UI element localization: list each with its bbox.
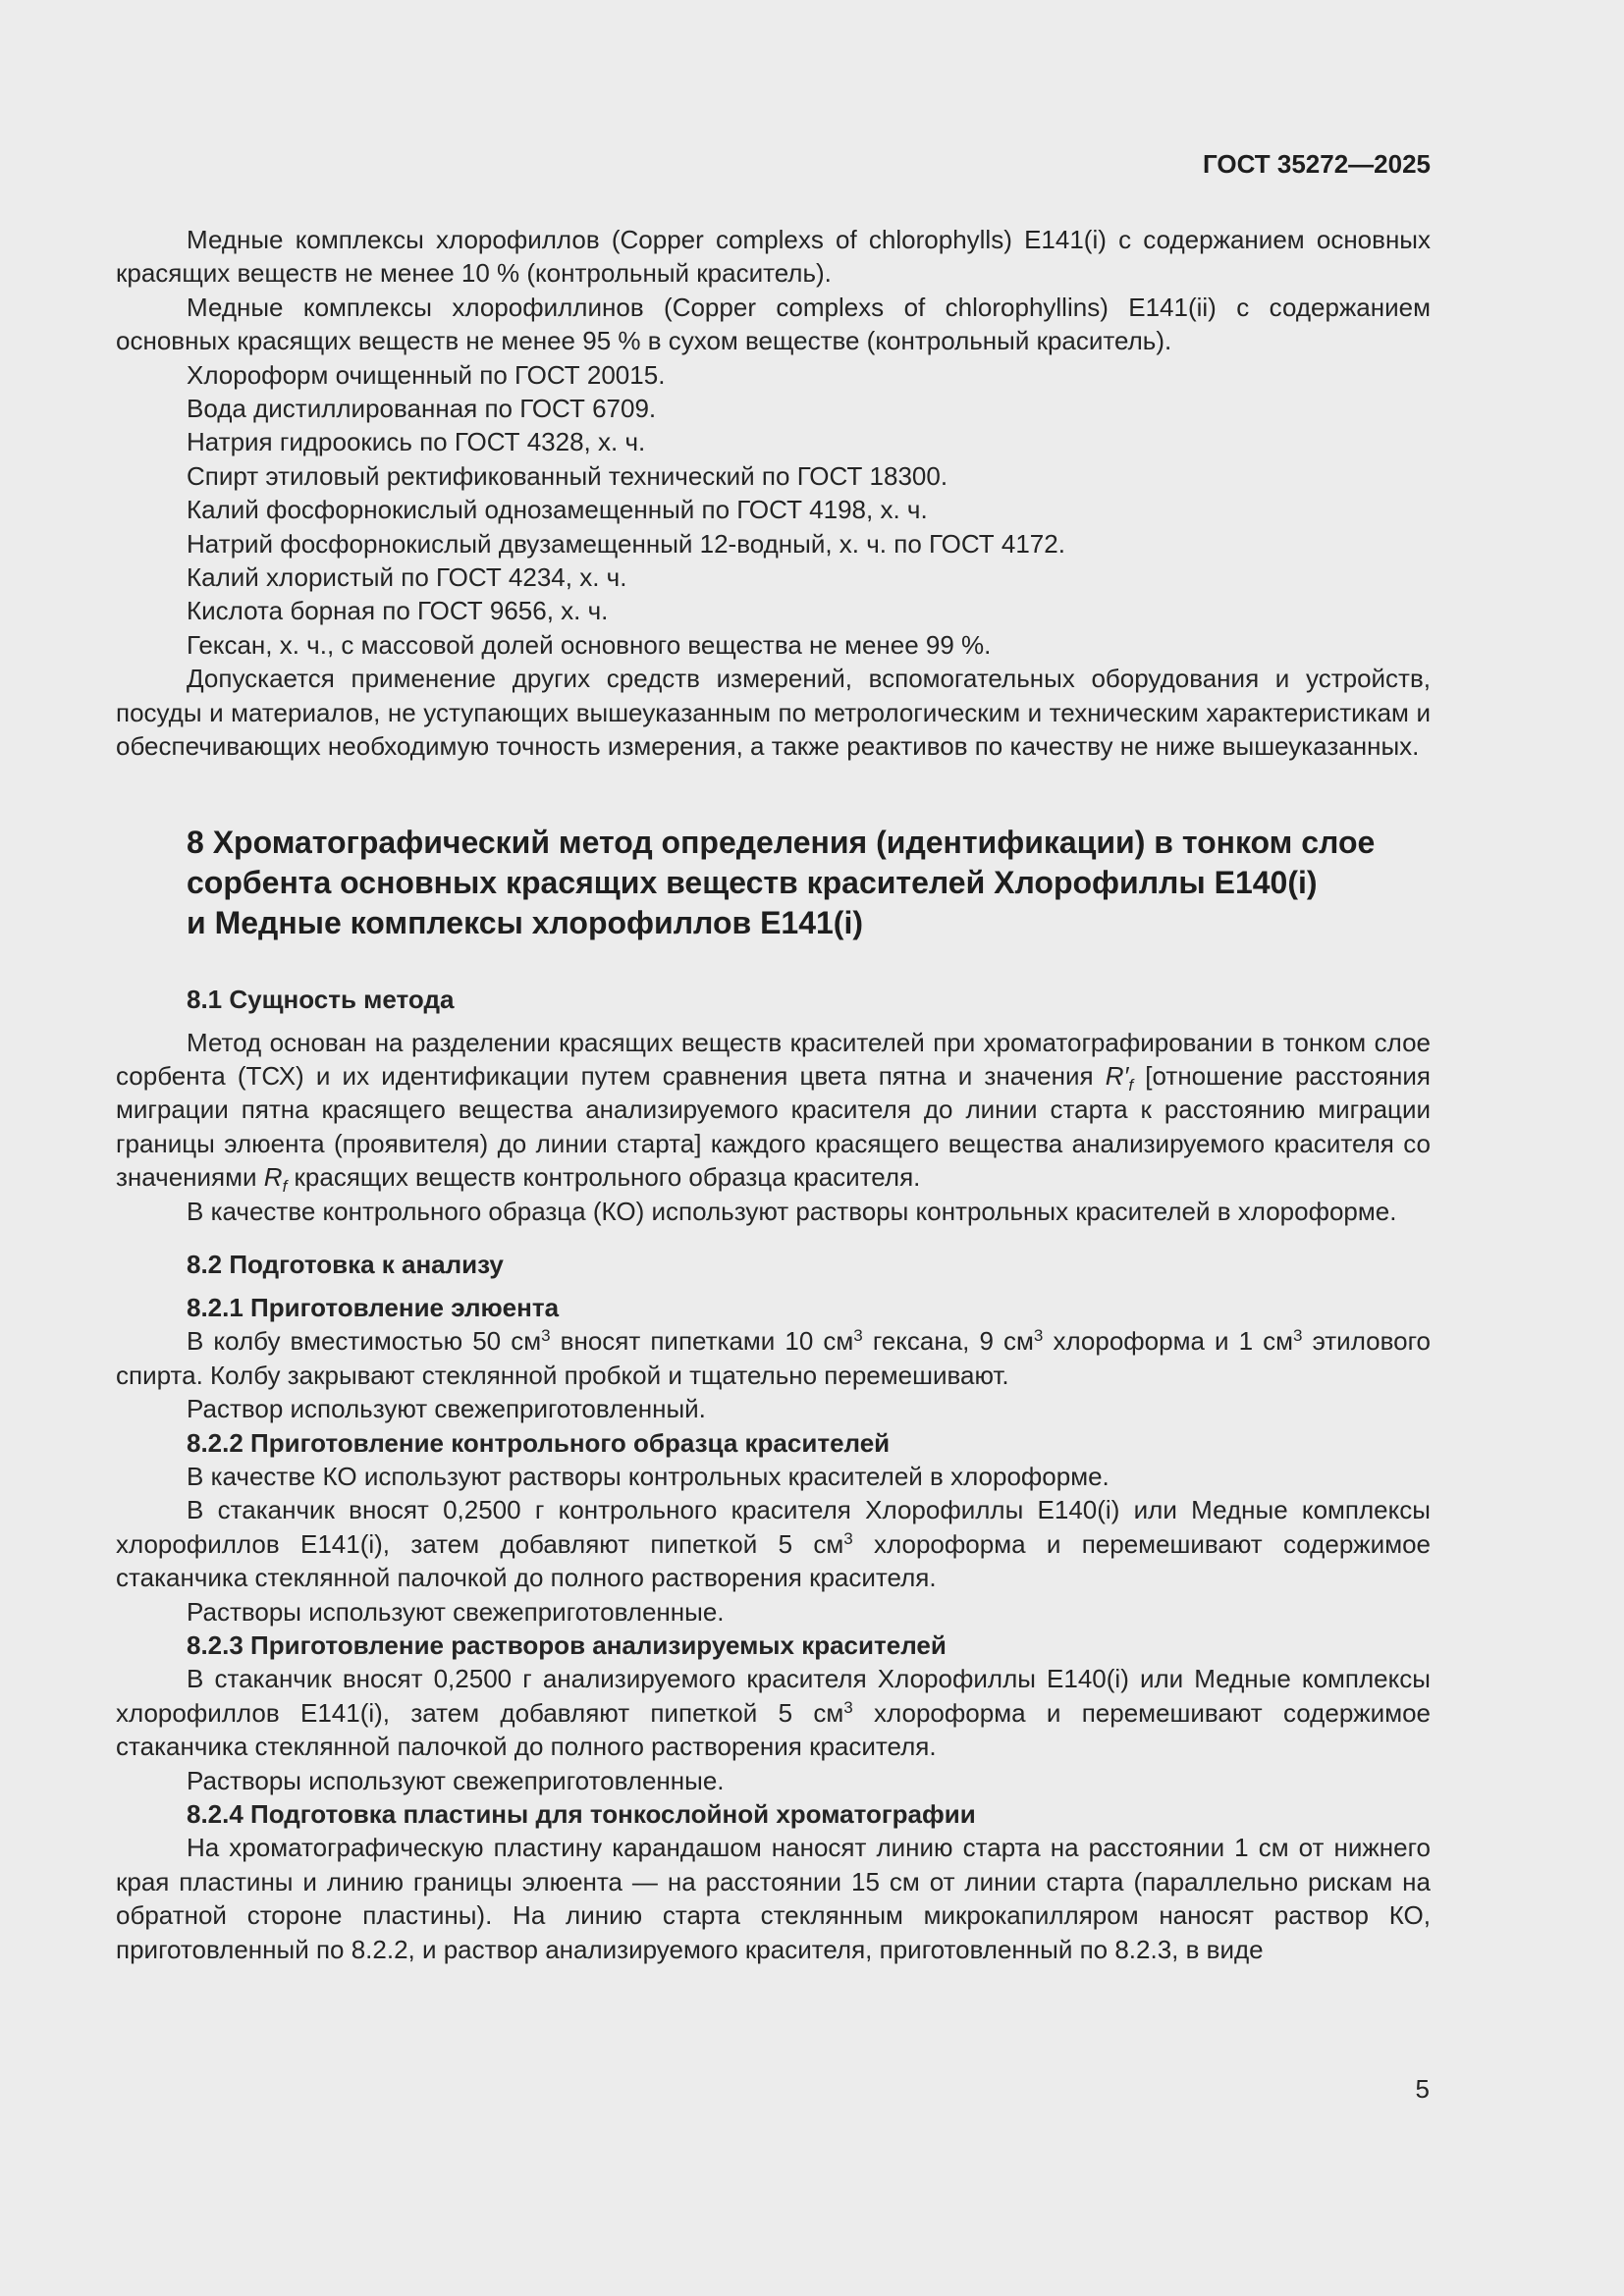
paragraph: Растворы используют свежеприготовленные.	[187, 1596, 725, 1627]
paragraph: Метод основан на разделении красящих веществ красителей при хроматографировании в тонком слое сорбента (ТСХ) и их идентификации путем сравнения цвета пятна и значения $R'_f$ [отношение расстояния миграции пятна красящего вещества анализируемого красителя до линии старта к расстоянию миграции границы элюента (проявителя) до линии старта] каждого красящего вещества анализируемого красителя со значениями $R_f$ красящих веществ контрольного образца красителя.	[116, 1027, 1431, 1197]
list-item: Хлороформ очищенный по ГОСТ 20015.	[187, 359, 666, 390]
paragraph: В качестве КО используют растворы контрольных красителей в хлороформе.	[187, 1461, 1110, 1491]
subsubsection-heading: 8.2.3 Приготовление растворов анализируемых красителей	[187, 1630, 947, 1660]
subsubsection-heading: 8.2.1 Приготовление элюента	[187, 1292, 560, 1322]
subsubsection-heading: 8.2.4 Подготовка пластины для тонкослойной хроматографии	[187, 1799, 976, 1830]
paragraph: В качестве контрольного образца (КО) используют растворы контрольных красителей в хлороформе.	[187, 1196, 1397, 1226]
list-item: Калий фосфорнокислый однозамещенный по ГОСТ 4198, х. ч.	[187, 495, 928, 525]
list-item: Калий хлористый по ГОСТ 4234, х. ч.	[187, 562, 627, 593]
paragraph: Допускается применение других средств измерений, вспомогательных оборудования и устройств, посуды и материалов, не уступающих вышеуказанным по метрологическим и техническим характеристикам и обеспечивающих необходимую точность измерения, а также реактивов по качеству не ниже вышеуказанных.	[116, 664, 1431, 762]
subsection-heading: 8.1 Сущность метода	[187, 984, 455, 1014]
paragraph: В стаканчик вносят 0,2500 г анализируемого красителя Хлорофиллы Е140(i) или Медные комплексы хлорофиллов Е141(i), затем добавляют пипеткой 5 $см^3$ хлороформа и перемешивают содержимое стаканчика стеклянной палочкой до полного растворения красителя.	[116, 1664, 1431, 1762]
list-item: Гексан, х. ч., с массовой долей основного вещества не менее 99 %.	[187, 629, 992, 660]
list-item: Натрий фосфорнокислый двузамещенный 12-водный, х. ч. по ГОСТ 4172.	[187, 528, 1065, 559]
paragraph: Раствор используют свежеприготовленный.	[187, 1394, 706, 1424]
page-number: 5	[1415, 2074, 1430, 2104]
list-item: Вода дистиллированная по ГОСТ 6709.	[187, 394, 657, 424]
section-heading	[187, 823, 1431, 943]
paragraph: Растворы используют свежеприготовленные.	[187, 1765, 725, 1795]
paragraph: На хроматографическую пластину карандашом наносят линию старта на расстоянии 1 см от нижнего края пластины и линию границы элюента — на расстоянии 15 см от линии старта (параллельно рискам на обратной стороне пластины). На линию старта стеклянным микрокапилляром наносят раствор КО, приготовленный по 8.2.2, и раствор анализируемого красителя, приготовленный по 8.2.3, в виде	[116, 1833, 1431, 1964]
section-heading-line: 8 Хроматографический метод определения (идентификации) в тонком слое	[187, 824, 1376, 860]
section-heading-line: сорбента основных красящих веществ красителей Хлорофиллы Е140(i)	[187, 864, 1318, 900]
subsubsection-heading: 8.2.2 Приготовление контрольного образца красителей	[187, 1427, 891, 1458]
document-id: ГОСТ 35272—2025	[1203, 149, 1431, 179]
paragraph: В колбу вместимостью 50 $см^3$ вносят пипетками 10 $см^3$ гексана, 9 $см^3$ хлороформа и 1 $см^3$ этилового спирта. Колбу закрывают стеклянной пробкой и тщательно перемешивают.	[116, 1326, 1431, 1390]
subsection-heading: 8.2 Подготовка к анализу	[187, 1249, 504, 1279]
section-heading-line: и Медные комплексы хлорофиллов Е141(i)	[187, 904, 863, 940]
paragraph: Медные комплексы хлорофиллов (Copper complexs of chlorophylls) Е141(i) с содержанием основных красящих веществ не менее 10 % (контрольный краситель).	[116, 225, 1431, 289]
list-item: Кислота борная по ГОСТ 9656, х. ч.	[187, 596, 609, 626]
paragraph: Медные комплексы хлорофиллинов (Copper complexs of chlorophyllins) Е141(ii) с содержанием основных красящих веществ не менее 95 % в сухом веществе (контрольный краситель).	[116, 292, 1431, 356]
page-content	[116, 223, 1431, 1966]
list-item: Спирт этиловый ректификованный технический по ГОСТ 18300.	[187, 460, 948, 491]
paragraph: В стаканчик вносят 0,2500 г контрольного красителя Хлорофиллы Е140(i) или Медные комплексы хлорофиллов Е141(i), затем добавляют пипеткой 5 $см^3$ хлороформа и перемешивают содержимое стаканчика стеклянной палочкой до полного растворения красителя.	[116, 1495, 1431, 1593]
list-item: Натрия гидроокись по ГОСТ 4328, х. ч.	[187, 427, 646, 457]
